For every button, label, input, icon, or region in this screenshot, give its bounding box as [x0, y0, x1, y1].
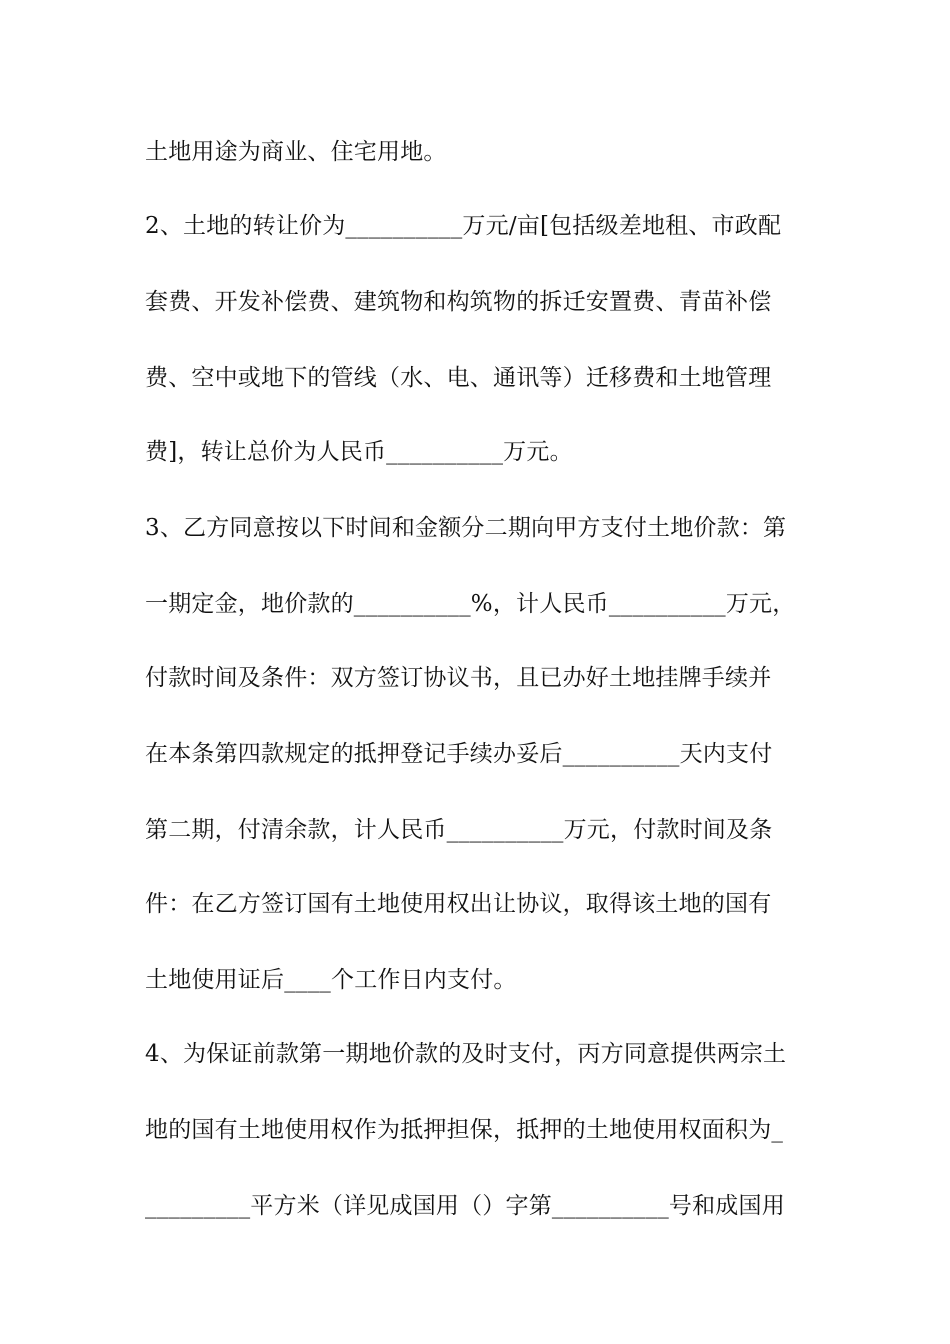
text-line: 一期定金，地价款的__________%，计人民币__________万元，: [145, 591, 796, 617]
text-line: 套费、开发补偿费、建筑物和构筑物的拆迁安置费、青苗补偿: [145, 289, 772, 315]
text-line: 土地用途为商业、住宅用地。: [145, 139, 447, 165]
text-line: 在本条第四款规定的抵押登记手续办妥后__________天内支付: [145, 741, 773, 767]
text-line: 费、空中或地下的管线（水、电、通讯等）迁移费和土地管理: [145, 365, 772, 391]
text-line: _________平方米（详见成国用（）字第__________号和成国用: [145, 1193, 785, 1219]
text-line: 件：在乙方签订国有土地使用权出让协议，取得该土地的国有: [145, 891, 772, 917]
text-line: 付款时间及条件：双方签订协议书，且已办好土地挂牌手续并: [145, 665, 772, 691]
text-line: 第二期，付清余款，计人民币__________万元，付款时间及条: [145, 817, 773, 843]
text-line: 土地使用证后____个工作日内支付。: [145, 967, 517, 993]
text-line: 费]，转让总价为人民币__________万元。: [145, 439, 573, 465]
text-line: 3、乙方同意按以下时间和金额分二期向甲方支付土地价款：第: [145, 515, 787, 541]
text-line: 地的国有土地使用权作为抵押担保，抵押的土地使用权面积为_: [145, 1117, 784, 1143]
text-line: 2、土地的转让价为__________万元/亩[包括级差地租、市政配: [145, 213, 782, 239]
text-line: 4、为保证前款第一期地价款的及时支付，丙方同意提供两宗土: [145, 1041, 787, 1067]
